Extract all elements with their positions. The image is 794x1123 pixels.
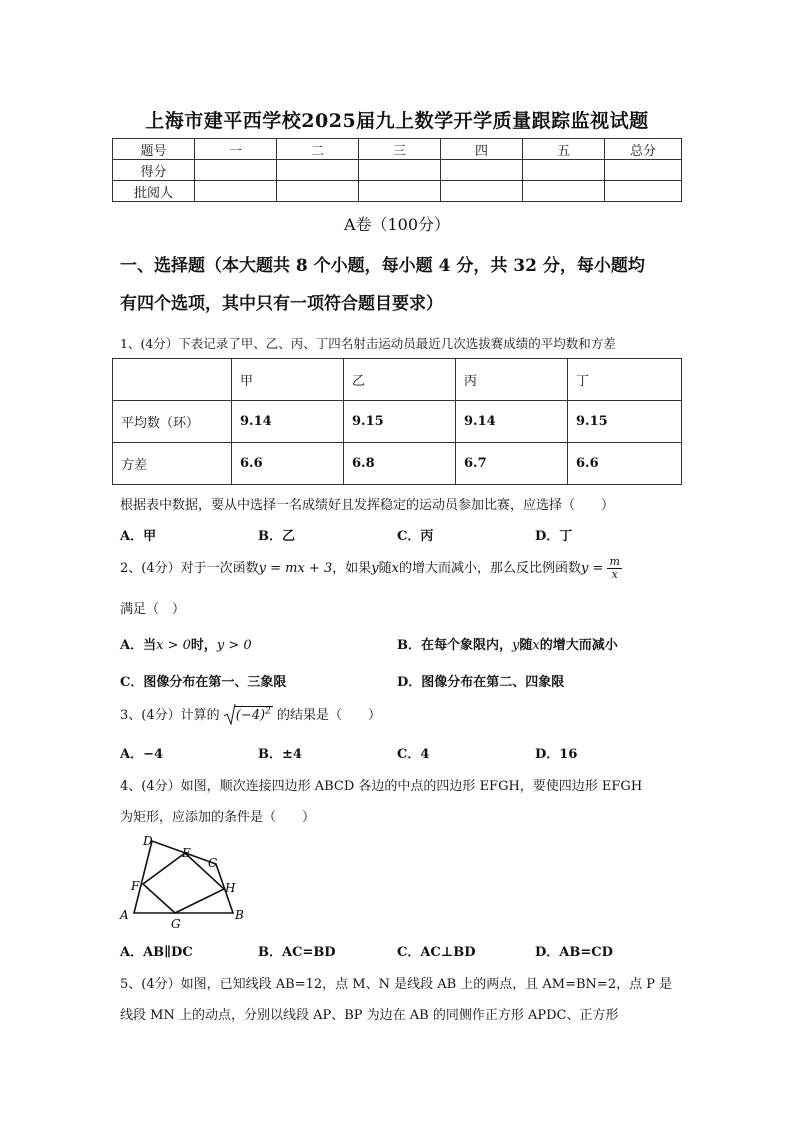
question-4-line2: 为矩形，应添加的条件是（ ） <box>120 810 316 825</box>
table-cell: 6.8 <box>344 443 456 485</box>
label-b: B <box>235 908 244 922</box>
table-cell: 平均数（环） <box>113 401 232 443</box>
table-cell: 6.7 <box>456 443 568 485</box>
question-3-stem <box>120 704 381 723</box>
label-h: H <box>225 881 236 895</box>
label-f: F <box>131 879 140 893</box>
table-cell <box>195 160 277 181</box>
label-a: A <box>120 908 129 922</box>
q2-text: 2、(4分）对于一次函数 <box>120 561 259 576</box>
option-c: C．丙 <box>397 529 434 544</box>
label-c: C <box>208 856 218 870</box>
question-5-line1: 5、(4分）如图，已知线段 AB=12，点 M、N 是线段 AB 上的两点，且 AM=BN=2，点 P 是 <box>120 977 673 992</box>
table-row <box>113 181 682 202</box>
table-cell: 批阅人 <box>113 181 195 202</box>
table-cell: 9.14 <box>456 401 568 443</box>
question-1-stem: 1、(4分）下表记录了甲、乙、丙、丁四名射击运动员最近几次选拔赛成绩的平均数和方差 <box>120 336 616 351</box>
fraction-denominator: x <box>611 568 618 581</box>
table-row <box>113 160 682 181</box>
option-text: 随 <box>519 638 533 653</box>
option-a <box>120 634 252 653</box>
option-b <box>397 634 618 653</box>
section-subtitle: A卷（100分） <box>343 215 451 234</box>
q2-var: x <box>391 561 399 576</box>
table-cell <box>441 160 523 181</box>
sqrt-icon <box>224 704 236 726</box>
option-text: A．当 <box>120 638 157 653</box>
q1-data-table <box>112 358 682 485</box>
option-math: x > 0 <box>156 638 191 653</box>
option-c: C．AC⊥BD <box>397 945 476 960</box>
table-cell: 二 <box>277 139 359 160</box>
option-c: C．图像分布在第一、三象限 <box>120 675 287 690</box>
option-math: y <box>512 638 520 653</box>
question-2-stem <box>120 554 622 584</box>
option-b: B．±4 <box>258 747 302 762</box>
q3-text: 3、(4分）计算的 <box>120 708 220 723</box>
table-cell <box>605 160 682 181</box>
q2-text: 随 <box>378 561 392 576</box>
table-cell <box>441 181 523 202</box>
table-cell <box>359 160 441 181</box>
radicand <box>234 706 273 723</box>
table-cell: 乙 <box>344 359 456 401</box>
quadrilateral-figure <box>115 832 255 932</box>
table-cell: 得分 <box>113 160 195 181</box>
table-cell <box>277 181 359 202</box>
table-cell: 三 <box>359 139 441 160</box>
option-d: D．AB=CD <box>535 945 613 960</box>
option-d: D．丁 <box>535 529 573 544</box>
table-cell: 四 <box>441 139 523 160</box>
label-e: E <box>182 846 191 860</box>
table-cell: 丁 <box>568 359 682 401</box>
table-cell <box>605 181 682 202</box>
table-cell <box>523 160 605 181</box>
exponent: 2 <box>265 706 271 717</box>
table-row <box>113 443 682 485</box>
q2-formula: y = mx + 3 <box>258 561 333 576</box>
table-row <box>113 401 682 443</box>
table-cell <box>277 160 359 181</box>
table-cell <box>195 181 277 202</box>
question-1-ask: 根据表中数据，要从中选择一名成绩好且发挥稳定的运动员参加比赛，应选择（ ） <box>120 498 615 513</box>
score-table <box>112 138 682 202</box>
table-cell <box>113 359 232 401</box>
option-text: B．在每个象限内， <box>397 638 512 653</box>
question-2-line2: 满足（ ） <box>120 602 186 617</box>
table-cell: 甲 <box>232 359 344 401</box>
option-b: B．乙 <box>258 529 295 544</box>
question-4-line1: 4、(4分）如图，顺次连接四边形 ABCD 各边的中点的四边形 EFGH，要使四边形 EFGH <box>120 779 643 794</box>
option-math: x <box>532 638 540 653</box>
fraction-numerator: m <box>609 555 620 568</box>
option-a: A．−4 <box>120 747 164 762</box>
page-title: 上海市建平西学校2025届九上数学开学质量跟踪监视试题 <box>145 110 649 132</box>
question-5-line2: 线段 MN 上的动点，分别以线段 AP、BP 为边在 AB 的同侧作正方形 APDC、正方形 <box>120 1008 619 1023</box>
option-a: A．AB∥DC <box>120 945 193 960</box>
table-cell: 6.6 <box>232 443 344 485</box>
radicand-text: (−4) <box>235 708 266 723</box>
option-a: A．甲 <box>120 529 157 544</box>
option-d: D．16 <box>535 747 578 762</box>
section-heading-line2: 有四个选项，其中只有一项符合题目要求） <box>120 294 443 314</box>
q3-text: 的结果是（ ） <box>276 708 381 723</box>
table-cell: 9.15 <box>344 401 456 443</box>
table-cell: 9.14 <box>232 401 344 443</box>
label-g: G <box>171 917 181 931</box>
option-d: D．图像分布在第二、四象限 <box>397 675 565 690</box>
table-cell <box>359 181 441 202</box>
label-d: D <box>143 834 153 848</box>
option-math: y > 0 <box>216 638 252 653</box>
table-cell: 题号 <box>113 139 195 160</box>
table-cell: 方差 <box>113 443 232 485</box>
table-cell: 一 <box>195 139 277 160</box>
option-text: 的增大而减小 <box>539 638 618 653</box>
table-cell <box>523 181 605 202</box>
q2-fraction <box>607 556 621 581</box>
table-row <box>113 359 682 401</box>
option-b: B．AC=BD <box>258 945 336 960</box>
q2-text: ，如果 <box>332 561 372 576</box>
table-cell: 丙 <box>456 359 568 401</box>
q2-var: y <box>371 561 379 576</box>
table-cell: 总分 <box>605 139 682 160</box>
option-text: 时， <box>190 638 217 653</box>
table-cell: 6.6 <box>568 443 682 485</box>
q2-text: 的增大而减小，那么反比例函数 <box>398 561 581 576</box>
sqrt-expression <box>224 707 273 723</box>
q2-formula: y = <box>580 561 604 576</box>
table-cell: 五 <box>523 139 605 160</box>
option-c: C．4 <box>397 747 430 762</box>
section-heading-line1: 一、选择题（本大题共 8 个小题，每小题 4 分，共 32 分，每小题均 <box>120 256 645 276</box>
table-row <box>113 139 682 160</box>
table-cell: 9.15 <box>568 401 682 443</box>
